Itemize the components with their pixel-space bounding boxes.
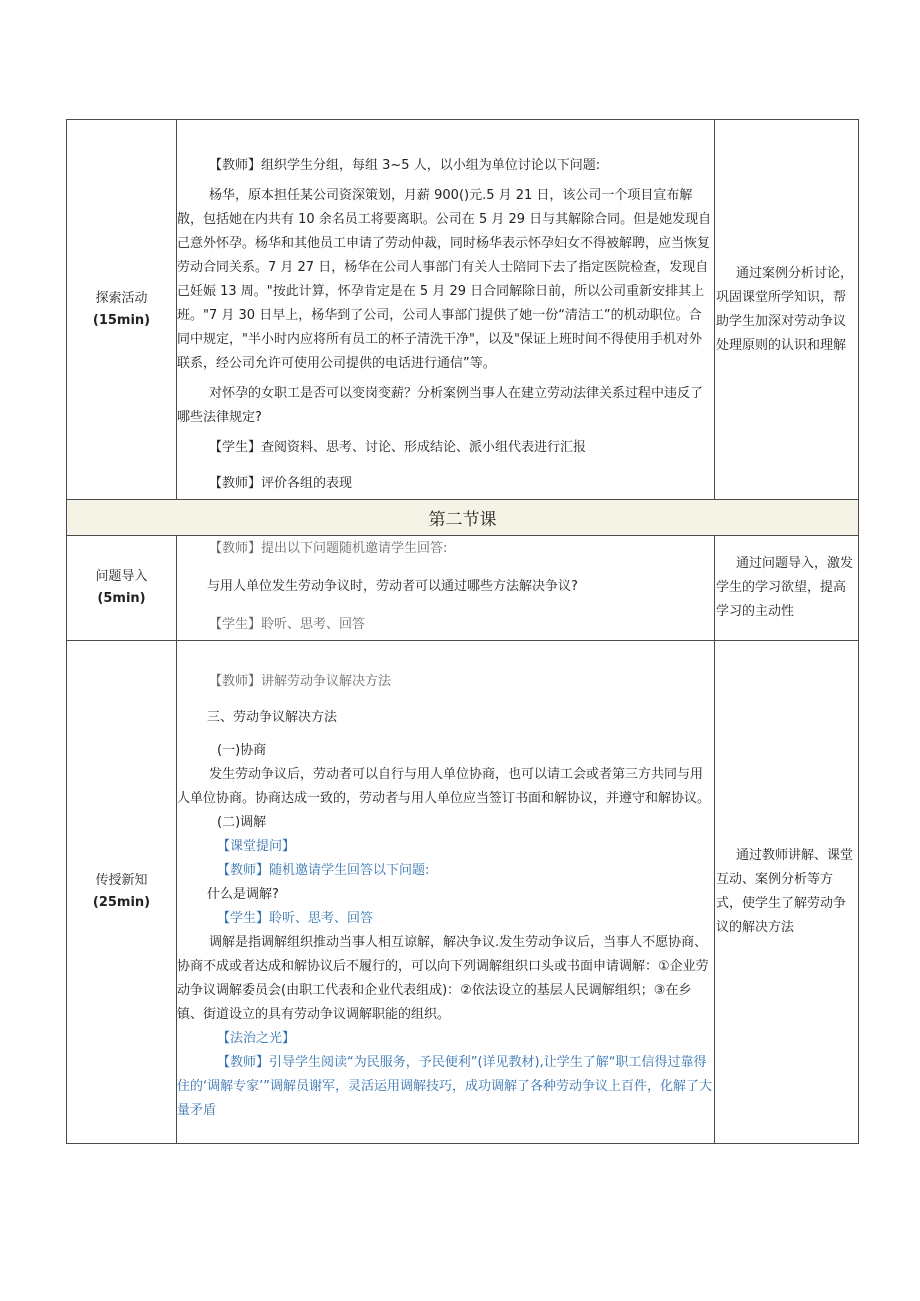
- section-heading: 三、劳动争议解决方法: [207, 710, 338, 725]
- stage-cell: [67, 641, 177, 1144]
- subheading-mediation: (二)调解: [217, 815, 267, 830]
- design-intent: 通过案例分析讨论，巩固课堂所学知识，帮助学生加深对劳动争议处理原则的认识和理解: [716, 265, 854, 353]
- design-intent-cell: [715, 641, 859, 1144]
- section-header-row: [67, 500, 859, 536]
- row-question-intro: [67, 536, 859, 641]
- design-intent: 通过教师讲解、课堂互动、案例分析等方式，使学生了解劳动争议的解决方法: [716, 848, 854, 935]
- teacher-instruction: 【教师】提出以下问题随机邀请学生回答:: [209, 541, 448, 556]
- teacher-reading-guide: 【教师】引导学生阅读“为民服务，予民便利”(详见教材),让学生了解“职工信得过靠得住的‘调解专家’”调解员谢军，灵活运用调解技巧，成功调解了各种劳动争议上百件，化解了大量矛盾: [177, 1055, 713, 1118]
- negotiation-text: 发生劳动争议后，劳动者可以自行与用人单位协商，也可以请工会或者第三方共同与用人单位协商。协商达成一致的，劳动者与用人单位应当签订书面和解协议，并遵守和解协议。: [177, 767, 711, 806]
- teacher-instruction: 【教师】讲解劳动争议解决方法: [209, 674, 392, 689]
- stage-cell: [67, 120, 177, 500]
- content-cell: [177, 641, 715, 1144]
- design-intent: 通过问题导入，激发学生的学习欲望，提高学习的主动性: [716, 556, 854, 619]
- stage-name: 传授新知: [95, 873, 148, 888]
- student-activity: 【学生】查阅资料、思考、讨论、形成结论、派小组代表进行汇报: [209, 439, 587, 455]
- lesson-plan-table: [66, 119, 859, 1144]
- teacher-question: 【教师】随机邀请学生回答以下问题:: [217, 863, 430, 878]
- stage-duration: (15min): [92, 312, 151, 328]
- student-activity: 【学生】聆听、思考、回答: [217, 911, 374, 926]
- stage-duration: (5min): [97, 591, 146, 606]
- design-intent-cell: [715, 536, 859, 641]
- mediation-definition: 调解是指调解组织推动当事人相互谅解，解决争议.发生劳动争议后，当事人不愿协商、协商不成或者达成和解协议后不履行的，可以向下列调解组织口头或书面申请调解：①企业劳动争议调解委员会(由职工代表和企业代表组成)：②依法设立的基层人民调解组织；③在乡镇、街道设立的具有劳动争议调解职能的组织。: [177, 935, 709, 1022]
- content-cell: [177, 536, 715, 641]
- intro-question: 与用人单位发生劳动争议时，劳动者可以通过哪些方法解决争议?: [207, 579, 578, 594]
- discussion-question: 对怀孕的女职工是否可以变岗变薪？分析案例当事人在建立劳动法律关系过程中违反了哪些法律规定?: [177, 385, 704, 425]
- subheading-negotiation: (一)协商: [217, 743, 267, 758]
- content-cell: [177, 120, 715, 500]
- stage-cell: [67, 536, 177, 641]
- stage-name: 问题导入: [95, 569, 148, 584]
- teacher-evaluation: 【教师】评价各组的表现: [209, 475, 353, 491]
- question-what-is-mediation: 什么是调解?: [207, 887, 279, 902]
- section-title: 第二节课: [67, 500, 859, 536]
- teacher-instruction: 【教师】组织学生分组，每组 3~5 人，以小组为单位讨论以下问题:: [209, 157, 601, 173]
- stage-duration: (25min): [92, 895, 151, 910]
- design-intent-cell: [715, 120, 859, 500]
- case-text: 杨华，原本担任某公司资深策划，月薪 900()元.5 月 21 日，该公司一个项目宣布解散，包括她在内共有 10 余名员工将要离职。公司在 5 月 29 日与其解除合同。但是她发现自己意外怀孕。杨华和其他员工申请了劳动仲裁，同时杨华表示怀孕妇女不得被解聘，应当恢复劳动合同关系。7 月 27 日，杨华在公司人事部门有关人士陪同下去了指定医院检查，发现自己妊娠 13 周。"按此计算，怀孕肯定是在 5 月 29 日合同解除日前，所以公司重新安排其上班。"7 月 30 日早上，杨华到了公司，公司人事部门提供了她一份“清洁工”的机动职位。合同中规定，"半小时内应将所有员工的杯子清洗干净"，以及"保证上班时间不得使用手机对外联系，经公司允许可使用公司提供的电话进行通信”等。: [177, 187, 712, 371]
- student-activity: 【学生】聆听、思考、回答: [209, 617, 366, 632]
- law-light-tag: 【法治之光】: [217, 1031, 296, 1046]
- stage-name: 探索活动: [95, 290, 148, 306]
- row-new-knowledge: [67, 641, 859, 1144]
- class-question-tag: 【课堂提问】: [217, 839, 296, 854]
- row-explore-activity: [67, 120, 859, 500]
